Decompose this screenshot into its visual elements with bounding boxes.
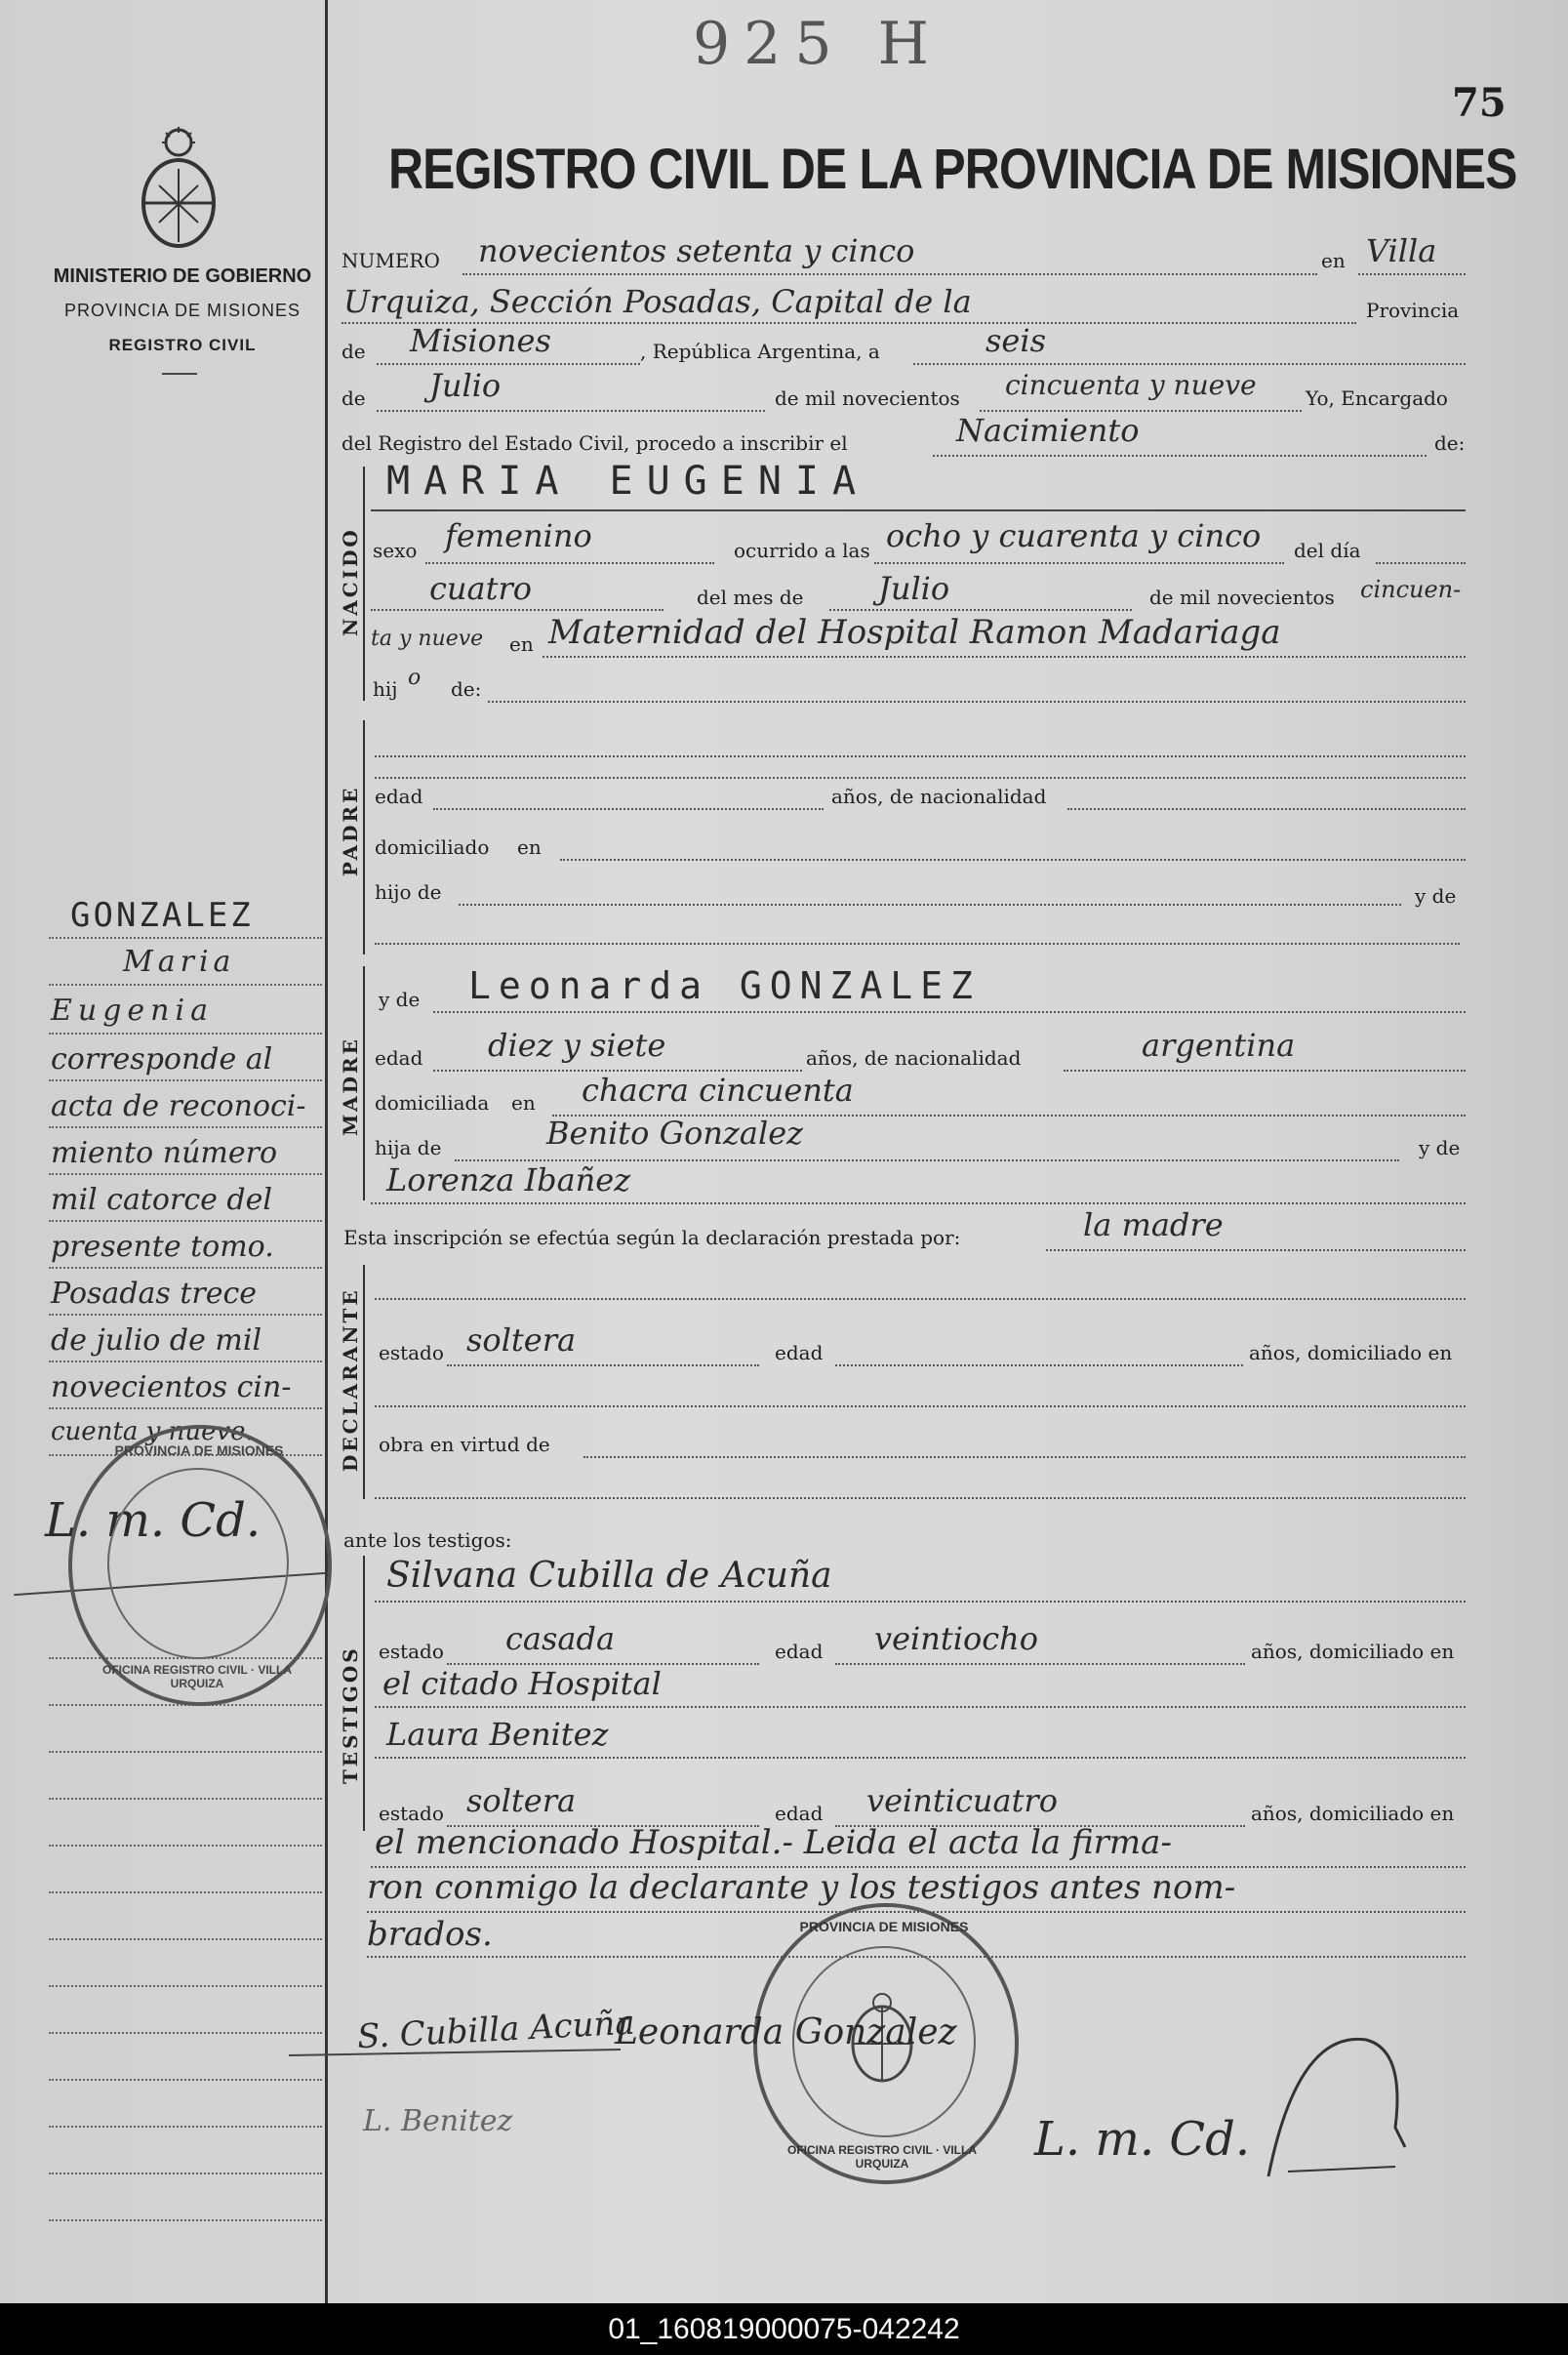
provincia-label: Provincia — [1366, 299, 1460, 322]
declarante-label: DECLARANTE — [339, 1287, 362, 1472]
mes-label: del mes de — [697, 586, 804, 609]
margin-line-2: Eugenia — [51, 994, 214, 1028]
declarante-bracket — [363, 1265, 365, 1499]
declarante-anios-label: años, domiciliado en — [1249, 1341, 1453, 1364]
dia-value: cuatro — [429, 570, 533, 607]
numero-line — [462, 273, 1317, 275]
nacido-en-label: en — [509, 632, 534, 656]
madre-edad-value: diez y siete — [488, 1027, 666, 1064]
hora-line — [874, 562, 1284, 564]
document-title: REGISTRO CIVIL DE LA PROVINCIA DE MISIONES — [388, 138, 1517, 201]
encargado-label: Yo, Encargado — [1306, 386, 1448, 410]
margin-line-9: de julio de mil — [51, 1323, 262, 1358]
numero-value: novecientos setenta y cinco — [478, 232, 915, 269]
closing-line-1: el mencionado Hospital.- Leida el acta la firma- — [375, 1823, 1172, 1862]
declarante-obra-label: obra en virtud de — [379, 1433, 550, 1456]
sexo-label: sexo — [373, 539, 418, 562]
province-line — [377, 363, 640, 365]
witness-1-dom-value: el citado Hospital — [382, 1665, 662, 1702]
place-b-value: Urquiza, Sección Posadas, Capital de la — [343, 283, 972, 320]
margin-rule-17 — [49, 1891, 322, 1893]
ocurrido-label: ocurrido a las — [734, 539, 870, 562]
dia-line — [371, 609, 663, 611]
month-value: Julio — [429, 367, 502, 404]
scan-footer: 01_160819000075-042242 — [0, 2303, 1568, 2355]
nacido-bracket — [363, 467, 365, 701]
witness-1-edad-value: veintiocho — [874, 1620, 1039, 1657]
declarante-obra-line — [583, 1456, 1466, 1458]
witness-2-edad-value: veinticuatro — [866, 1782, 1058, 1819]
madre-y-de-label: y de — [379, 988, 421, 1011]
de-label: de — [342, 340, 366, 363]
page-number: 75 — [1452, 80, 1507, 126]
madre-nac-value: argentina — [1142, 1027, 1296, 1064]
mes-value: Julio — [878, 570, 950, 607]
madre-label: MADRE — [339, 1036, 362, 1136]
padre-line-3 — [375, 943, 1460, 945]
province-name: PROVINCIA DE MISIONES — [63, 301, 302, 320]
padre-y-de-label: y de — [1415, 884, 1457, 908]
closing-line-2: ron conmigo la declarante y los testigos antes nom- — [367, 1868, 1236, 1907]
madre-edad-label: edad — [375, 1046, 423, 1070]
sexo-line — [425, 562, 714, 564]
padre-edad-line — [433, 808, 824, 810]
margin-surname: GONZALEZ — [70, 896, 254, 935]
witness-2-estado-label: estado — [379, 1802, 444, 1825]
madre-hija-label: hija de — [375, 1136, 442, 1159]
margin-rule-16 — [49, 1845, 322, 1847]
padre-bracket — [363, 720, 365, 954]
madre-father-value: Benito Gonzalez — [546, 1115, 803, 1152]
del-dia-label: del día — [1294, 539, 1361, 562]
en-label: en — [1321, 249, 1346, 272]
margin-rule-19 — [49, 1985, 322, 1987]
birth-place-value: Maternidad del Hospital Ramon Madariaga — [548, 613, 1281, 652]
margin-rule-14 — [49, 1751, 322, 1753]
witness-2-estado-value: soltera — [466, 1782, 577, 1819]
declarante-estado-value: soltera — [466, 1321, 577, 1359]
madre-mother-line — [371, 1202, 1466, 1204]
witness-2-anios-label: años, domiciliado en — [1251, 1802, 1455, 1825]
ministry-name: MINISTERIO DE GOBIERNO — [53, 265, 312, 287]
declarante-edad-line — [835, 1364, 1243, 1366]
madre-en-label: en — [511, 1091, 536, 1115]
madre-bracket — [363, 966, 365, 1200]
numero-label: NUMERO — [342, 249, 440, 272]
witness-2-name: Laura Benitez — [386, 1716, 609, 1753]
margin-rule-1 — [49, 984, 322, 986]
margin-stamp-top-text: PROVINCIA DE MISIONES — [114, 1442, 284, 1458]
declarante-line-2 — [375, 1405, 1466, 1407]
declarante-estado-line — [447, 1364, 759, 1366]
padre-en-label: en — [517, 835, 542, 859]
sexo-value: femenino — [445, 517, 592, 554]
madre-nac-line — [1064, 1070, 1466, 1072]
margin-rule-3 — [49, 1079, 322, 1081]
padre-line-1 — [375, 755, 1466, 757]
margin-stamp-inner — [107, 1468, 289, 1659]
declaration-line — [1046, 1249, 1466, 1251]
padre-hijo-line — [459, 904, 1401, 906]
child-name-line — [371, 509, 1466, 511]
margin-line-10: novecientos cin- — [51, 1370, 292, 1404]
margin-rule-22 — [49, 2126, 322, 2128]
witness-1-estado-value: casada — [505, 1620, 616, 1657]
year-value: cincuenta y nueve — [1005, 369, 1257, 401]
margin-rule-2 — [49, 1033, 322, 1035]
margin-rule-24 — [49, 2219, 322, 2221]
ministry-divider — [162, 373, 197, 375]
mother-name-line — [433, 1011, 1466, 1013]
madre-y-de-end-label: y de — [1419, 1136, 1461, 1159]
registro-text: del Registro del Estado Civil, procedo a inscribir el — [342, 431, 848, 455]
padre-dom-line — [560, 859, 1466, 861]
day-line — [913, 363, 1466, 365]
padre-line-2 — [375, 777, 1466, 779]
margin-line-7: presente tomo. — [51, 1230, 274, 1264]
testigos-bracket — [363, 1556, 365, 1831]
mother-name: Leonarda GONZALEZ — [468, 964, 981, 1007]
witness-1-estado-label: estado — [379, 1640, 444, 1663]
testigos-ante-label: ante los testigos: — [343, 1528, 512, 1552]
registry-seal-top-text: PROVINCIA DE MISIONES — [799, 1919, 969, 1934]
month-line — [377, 410, 765, 412]
officer-flourish-icon — [1259, 2020, 1415, 2186]
reference-number: 925 H — [693, 10, 943, 78]
margin-line-5: miento número — [51, 1136, 278, 1170]
hij-de-label: de: — [451, 677, 482, 701]
witness-2-edad-label: edad — [775, 1802, 824, 1825]
place-a-value: Villa — [1366, 232, 1437, 269]
declarante-line-3 — [375, 1497, 1466, 1499]
act-line — [933, 455, 1427, 457]
margin-rule-4 — [49, 1126, 322, 1128]
margin-rule-21 — [49, 2079, 322, 2081]
registry-name: REGISTRO CIVIL — [108, 336, 257, 354]
dia-line-end — [1376, 562, 1466, 564]
margin-rule-20 — [49, 2032, 322, 2034]
madre-nac-label: años, de nacionalidad — [806, 1046, 1022, 1070]
declarante-edad-label: edad — [775, 1341, 824, 1364]
margin-line-11: cuenta y nueve. — [51, 1417, 254, 1446]
coat-of-arms-icon — [135, 125, 222, 254]
madre-dom-value: chacra cincuenta — [582, 1072, 854, 1109]
margin-rule-9 — [49, 1360, 322, 1362]
closing-line-3: brados. — [367, 1915, 493, 1954]
margin-rule-5 — [49, 1173, 322, 1175]
margin-rule-6 — [49, 1220, 322, 1222]
padre-dom-label: domiciliado — [375, 835, 490, 859]
republica-text: , República Argentina, a — [640, 340, 880, 363]
declarante-estado-label: estado — [379, 1341, 444, 1364]
registry-seal-bottom-text: OFICINA REGISTRO CIVIL · VILLA URQUIZA — [786, 2143, 977, 2171]
padre-label: PADRE — [339, 785, 362, 876]
margin-stamp-bottom-text: OFICINA REGISTRO CIVIL · VILLA URQUIZA — [101, 1663, 292, 1690]
month-de-label: de — [342, 386, 366, 410]
margin-rule-23 — [49, 2172, 322, 2174]
margin-rule-15 — [49, 1798, 322, 1800]
signature-witness-2: L. Benitez — [363, 2104, 513, 2138]
witness-2-name-line — [375, 1757, 1466, 1759]
witness-1-anios-label: años, domiciliado en — [1251, 1640, 1455, 1663]
hij-label: hij — [373, 677, 398, 701]
mes-line — [829, 609, 1132, 611]
margin-signature: L. m. Cd. — [45, 1493, 261, 1548]
nacido-label: NACIDO — [339, 527, 362, 636]
year-a-value: cincuen- — [1360, 576, 1462, 603]
margin-rule-10 — [49, 1407, 322, 1409]
mil-nac-label: de mil novecientos — [1149, 586, 1335, 609]
padre-hijo-label: hijo de — [375, 880, 442, 904]
padre-edad-label: edad — [375, 785, 423, 808]
hora-value: ocho y cuarenta y cinco — [886, 517, 1262, 554]
place-a-line — [1358, 273, 1466, 275]
testigos-label: TESTIGOS — [339, 1645, 362, 1784]
witness-1-name-line — [375, 1601, 1466, 1603]
birth-place-line — [543, 656, 1466, 658]
declaration-text: Esta inscripción se efectúa según la declaración prestada por: — [343, 1226, 961, 1249]
madre-mother-value: Lorenza Ibañez — [386, 1161, 631, 1198]
padre-nac-label: años, de nacionalidad — [831, 785, 1047, 808]
signature-mother: Leonarda Gonzalez — [615, 2012, 957, 2052]
madre-dom-label: domiciliada — [375, 1091, 490, 1115]
hij-suffix: o — [408, 666, 422, 690]
witness-1-name: Silvana Cubilla de Acuña — [386, 1556, 832, 1596]
margin-line-3: corresponde al — [51, 1042, 273, 1076]
padre-nac-line — [1067, 808, 1466, 810]
signature-witness-1: S. Cubilla Acuña — [356, 2003, 636, 2057]
margin-line-1: Maria — [123, 945, 236, 979]
margin-rule-8 — [49, 1314, 322, 1316]
margin-rule — [325, 0, 328, 2303]
declaration-value: la madre — [1083, 1206, 1224, 1243]
margin-rule-7 — [49, 1267, 322, 1269]
province-value: Misiones — [410, 322, 551, 359]
de-end-label: de: — [1434, 431, 1466, 455]
day-value: seis — [985, 322, 1047, 359]
signature-officer: L. m. Cd. — [1034, 2112, 1251, 2167]
mil-label: de mil novecientos — [775, 386, 960, 410]
margin-line-0 — [49, 937, 322, 939]
margin-line-8: Posadas trece — [51, 1277, 258, 1311]
act-value: Nacimiento — [956, 412, 1140, 449]
margin-line-4: acta de reconoci- — [51, 1089, 306, 1123]
hij-line — [488, 701, 1466, 703]
witness-1-edad-line — [835, 1663, 1245, 1665]
witness-1-edad-label: edad — [775, 1640, 824, 1663]
witness-1-dom-line — [375, 1706, 1466, 1708]
margin-rule-18 — [49, 1938, 322, 1940]
year-b-value: ta y nueve — [371, 627, 484, 651]
child-name: MARIA EUGENIA — [386, 459, 870, 504]
margin-line-6: mil catorce del — [51, 1183, 272, 1217]
declarante-line-1 — [375, 1298, 1466, 1300]
